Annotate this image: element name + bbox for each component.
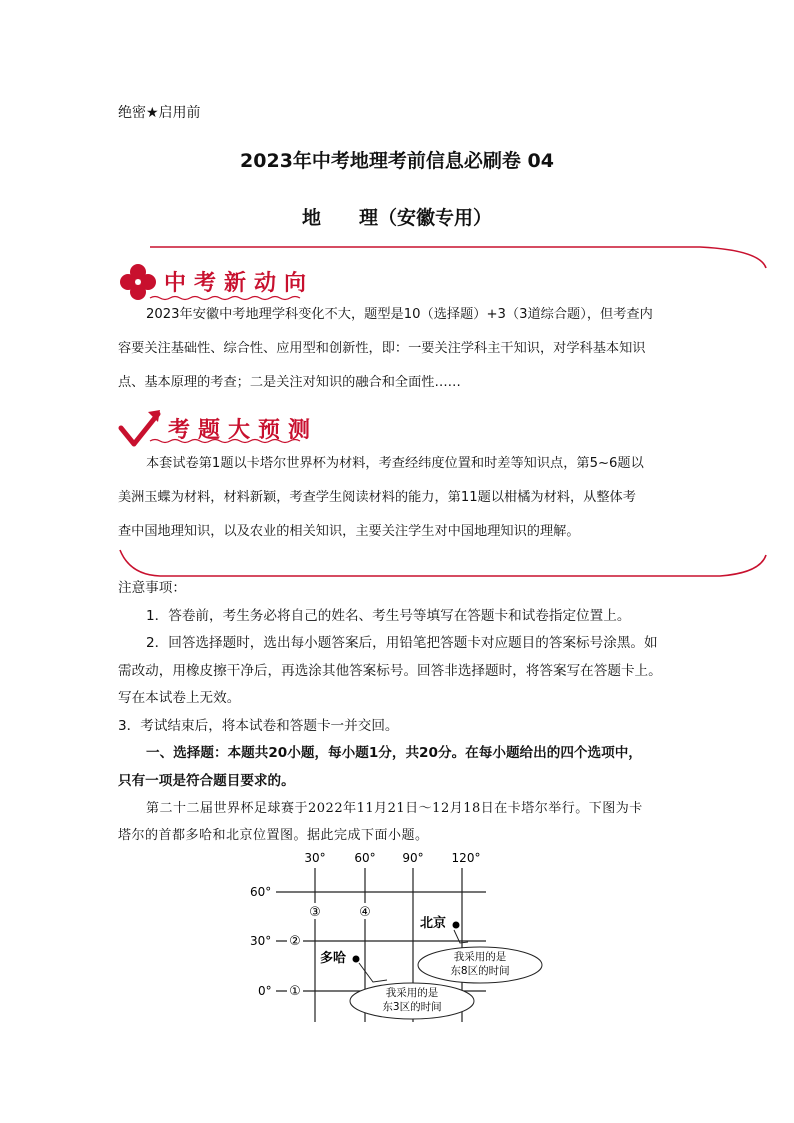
notice-title: 注意事项：: [118, 580, 186, 596]
beijing-label: 北京: [420, 916, 447, 931]
beijing-bubble-line-1: 我采用的是: [453, 951, 507, 963]
subject-title-left: 地: [301, 207, 321, 229]
section1-line-1: 一、选择题：本题共20小题，每小题1分，共20分。在每小题给出的四个选项中，: [146, 745, 642, 761]
prediction-line-2: 美洲玉蝶为材料，材料新颖，考查学生阅读材料的能力，第11题以柑橘为材料，从整体考: [118, 490, 636, 505]
notice-section: [118, 575, 688, 849]
question-intro-line-1: 第二十二届世界杯足球赛于2022年11月21日～12月18日在卡塔尔举行。下图为卡: [146, 801, 643, 816]
four-leaf-flower-icon: [118, 262, 158, 302]
lat-label-0: 0°: [258, 984, 272, 998]
prediction-paragraph: [118, 447, 678, 549]
notice-item-2c: 写在本试卷上无效。: [118, 690, 241, 706]
trend-line-1: 2023年安徽中考地理学科变化不大，题型是10（选择题）+3（3道综合题），但考查内: [146, 307, 653, 322]
trend-line-3: 点、基本原理的考查；二是关注对知识的融合和全面性……: [118, 375, 461, 390]
trend-heading: 中考新动向: [164, 271, 315, 296]
check-arrow-icon: [118, 406, 164, 450]
doha-bubble-line-1: 我采用的是: [385, 987, 439, 999]
notice-item-2b: 需改动，用橡皮擦干净后，再选涂其他答案标号。回答非选择题时，将答案写在答题卡上。: [118, 662, 662, 679]
subject-title-right: 理（安徽专用）: [359, 207, 493, 229]
doha-bubble-line-2: 东3区的时间: [382, 1001, 442, 1013]
circle-label-1: ①: [289, 984, 301, 999]
notice-item-1: 1．答卷前，考生务必将自己的姓名、考生号等填写在答题卡和试卷指定位置上。: [146, 607, 631, 624]
lon-label-30: 30°: [304, 851, 326, 865]
lat-label-30: 30°: [250, 934, 272, 948]
prediction-heading: 考题大预测: [168, 418, 319, 443]
circle-label-4: ④: [359, 905, 371, 920]
lon-label-60: 60°: [354, 851, 376, 865]
lon-label-90: 90°: [402, 851, 424, 865]
trend-paragraph: [118, 298, 678, 400]
beijing-dot: [453, 922, 460, 929]
doha-dot: [353, 956, 360, 963]
lat-label-60: 60°: [250, 885, 272, 899]
section1-line-2: 只有一项是符合题目要求的。: [118, 772, 295, 789]
notice-item-3: 3．考试结束后，将本试卷和答题卡一并交回。: [118, 717, 399, 734]
circle-label-2: ②: [289, 934, 301, 949]
location-map: [240, 846, 550, 1026]
prediction-line-1: 本套试卷第1题以卡塔尔世界杯为材料，考查经纬度位置和时差等知识点，第5~6题以: [146, 456, 644, 471]
notice-item-2a: 2．回答选择题时，选出每小题答案后，用铅笔把答题卡对应题目的答案标号涂黑。如: [146, 635, 658, 651]
confidential-label: 绝密★启用前: [118, 105, 201, 121]
doha-label: 多哈: [320, 951, 347, 966]
page-title: 2023年中考地理考前信息必刷卷 04: [240, 150, 554, 172]
beijing-bubble-line-2: 东8区的时间: [450, 965, 510, 977]
circle-label-3: ③: [309, 905, 321, 920]
trend-line-2: 容要关注基础性、综合性、应用型和创新性，即：一要关注学科主干知识，对学科基本知识: [118, 341, 646, 356]
prediction-line-3: 查中国地理知识，以及农业的相关知识，主要关注学生对中国地理知识的理解。: [118, 524, 580, 539]
lon-label-120: 120°: [451, 851, 481, 865]
question-intro-line-2: 塔尔的首都多哈和北京位置图。据此完成下面小题。: [118, 828, 429, 843]
